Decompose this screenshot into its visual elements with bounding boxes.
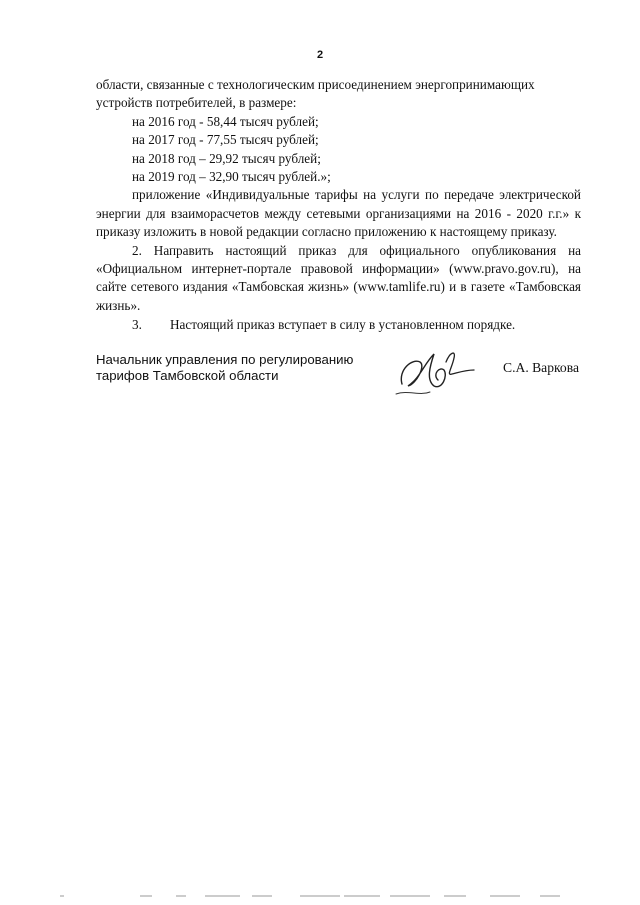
signer-name: С.А. Варкова	[503, 360, 579, 375]
page-number: 2	[316, 49, 324, 61]
appendix-paragraph-text: приложение «Индивидуальные тарифы на услуги по передаче электрической энергии для взаиморасчетов между сетевыми организациями на 2016 - 2020 г.г.» к приказу изложить в новой редакции согласно приложению к настоящему приказу.	[96, 187, 581, 240]
signer-title-line: тарифов Тамбовской области	[96, 368, 279, 383]
item-2-text: 2. Направить настоящий приказ для официального опубликования на «Официальном интернет-портале правовой информации» (www.pravo.gov.ru), на сайте сетевого издания «Тамбовская жизнь» (www.tamlife.ru) и в газете «Тамбовская жизнь».	[96, 242, 581, 313]
tariff-line-2018: на 2018 год – 29,92 тысяч рублей;	[132, 150, 321, 166]
appendix-paragraph	[96, 186, 581, 241]
signer-title-line: Начальник управления по регулированию	[96, 352, 354, 367]
handwritten-signature	[390, 340, 490, 410]
item-3-text: Настоящий приказ вступает в силу в установленном порядке.	[170, 317, 516, 333]
tariff-line-2016: на 2016 год - 58,44 тысяч рублей;	[132, 113, 319, 129]
tariff-line-2017: на 2017 год - 77,55 тысяч рублей;	[132, 132, 319, 148]
signature-block	[96, 352, 581, 412]
tariff-line-2019: на 2019 год – 32,90 тысяч рублей.»;	[132, 169, 331, 185]
scan-noise-marks	[0, 890, 640, 902]
item-2-paragraph	[96, 242, 581, 316]
item-3-paragraph	[96, 316, 581, 334]
body-line: устройств потребителей, в размере:	[96, 95, 297, 111]
body-line: области, связанные с технологическим присоединением энергопринимающих	[96, 77, 535, 92]
signer-title	[96, 352, 353, 384]
document-body	[96, 76, 581, 335]
item-3-number: 3.	[132, 317, 142, 333]
